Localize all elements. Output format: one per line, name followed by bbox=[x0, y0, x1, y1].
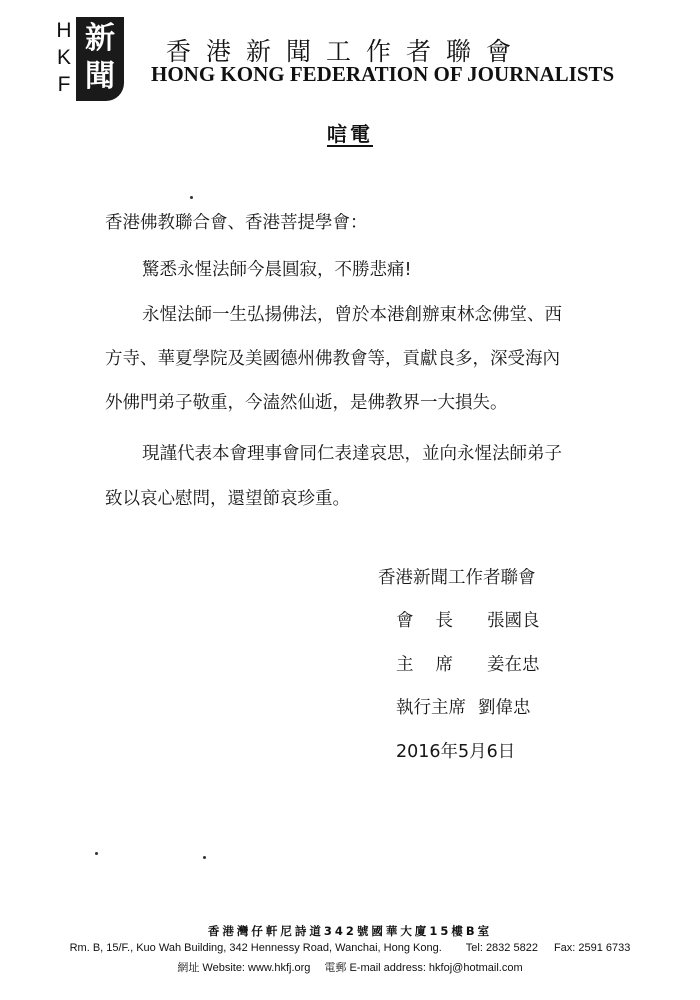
scan-speck bbox=[203, 856, 206, 859]
signature-name: 劉偉忠 bbox=[478, 698, 531, 718]
footer-contact bbox=[0, 959, 700, 975]
org-name-english: HONG KONG FEDERATION OF JOURNALISTS bbox=[151, 62, 615, 86]
signature-name: 姜在忠 bbox=[487, 655, 540, 675]
addressee: 香港佛教聯合會、香港菩提學會： bbox=[105, 213, 368, 233]
footer-address-text: Rm. B, 15/F., Kuo Wah Building, 342 Hennessy Road, Wanchai, Hong Kong. bbox=[69, 942, 442, 954]
footer-address-english bbox=[0, 942, 700, 954]
signature-row-president bbox=[396, 607, 540, 632]
org-name-chinese: 香港新聞工作者聯會 bbox=[166, 37, 527, 66]
signature-name: 張國良 bbox=[487, 611, 540, 631]
paragraph-3-line-1: 現謹代表本會理事會同仁表達哀思，並向永惺法師弟子 bbox=[142, 444, 562, 464]
paragraph-2-line-3: 外佛門弟子敬重，今溘然仙逝，是佛教界一大損失。 bbox=[105, 393, 508, 413]
logo-char-xin: 新 bbox=[85, 21, 115, 56]
document-title: 唁電 bbox=[327, 122, 373, 146]
footer-fax: Fax: 2591 6733 bbox=[553, 942, 631, 954]
footer-tel: Tel: 2832 5822 bbox=[465, 942, 538, 954]
logo-block bbox=[76, 17, 124, 101]
signature-row-executive-chairman bbox=[396, 694, 531, 719]
logo-letter-f: F bbox=[57, 73, 71, 96]
paragraph-3-line-2: 致以哀心慰問，還望節哀珍重。 bbox=[105, 489, 350, 509]
footer-website: 網址 Website: www.hkfj.org bbox=[177, 962, 311, 974]
footer-address-chinese: 香港灣仔軒尼詩道342號國華大廈15樓B室 bbox=[207, 924, 493, 938]
logo-letter-h: H bbox=[56, 19, 72, 42]
scan-speck bbox=[95, 852, 98, 855]
paragraph-2-line-2: 方寺、華夏學院及美國德州佛教會等，貢獻良多，深受海內 bbox=[105, 349, 560, 369]
scan-speck bbox=[190, 196, 193, 199]
signature-role: 主席 bbox=[396, 655, 475, 675]
paragraph-2-line-1: 永惺法師一生弘揚佛法，曾於本港創辦東林念佛堂、西 bbox=[142, 305, 562, 325]
signature-role: 會長 bbox=[396, 611, 475, 631]
signature-role: 執行主席 bbox=[396, 698, 466, 718]
paragraph-1: 驚悉永惺法師今晨圓寂，不勝悲痛! bbox=[142, 260, 412, 280]
logo-char-wen: 聞 bbox=[85, 59, 115, 94]
signature-row-chairman bbox=[396, 651, 540, 676]
logo-letter-k: K bbox=[56, 46, 71, 69]
signature-date: 2016年5月6日 bbox=[396, 742, 516, 762]
logo-letters bbox=[54, 17, 74, 98]
hkfj-logo bbox=[52, 13, 126, 103]
footer-email: 電郵 E-mail address: hkfoj@hotmail.com bbox=[324, 962, 523, 974]
signature-org: 香港新聞工作者聯會 bbox=[378, 568, 536, 588]
